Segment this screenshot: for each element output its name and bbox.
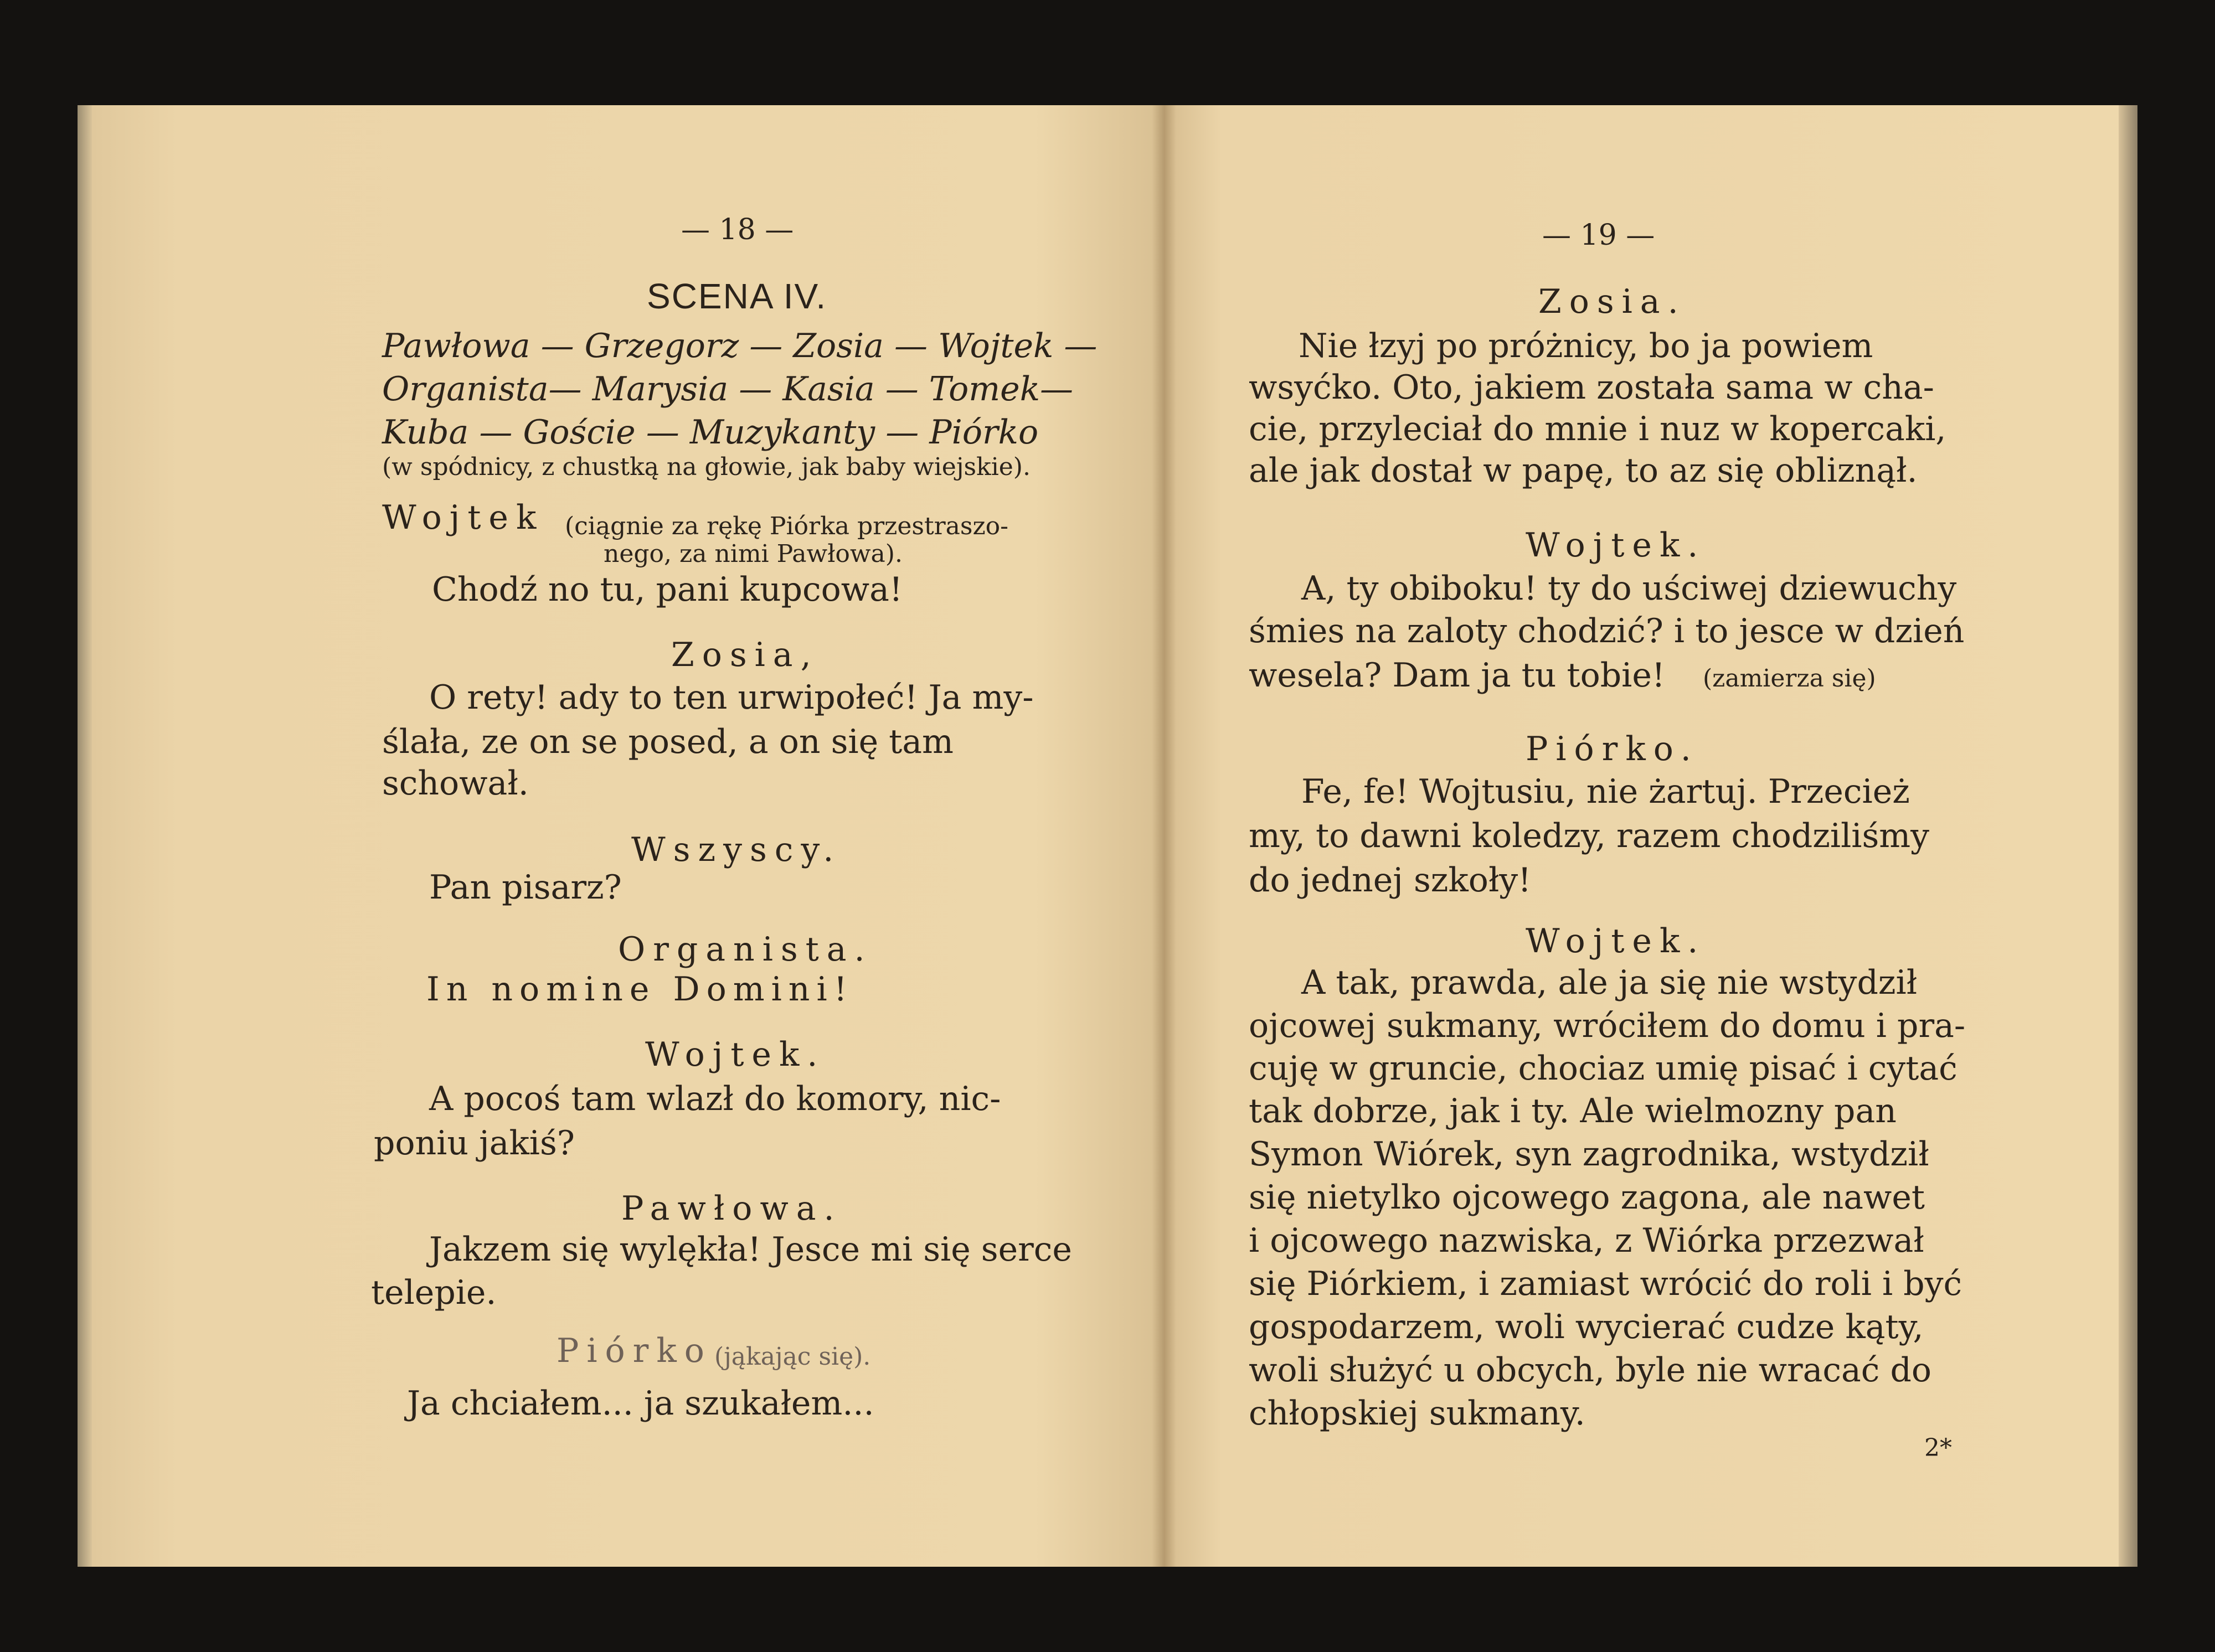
dialogue-line: się nietylko ojcowego zagona, ale nawet [1249, 1178, 1925, 1217]
stage-direction: (jąkając się). [714, 1343, 871, 1371]
speaker-wojtek: Wojtek. [1526, 526, 1706, 565]
printer-signature-mark: 2* [1924, 1434, 1952, 1462]
page-edges-left [78, 105, 92, 1567]
dialogue-line: A, ty obiboku! ty do uściwej dziewuchy [1301, 569, 1957, 608]
cast-line-3: Kuba — Goście — Muzykanty — Piórko [382, 413, 1039, 452]
cast-note: (w spódnicy, z chustką na głowie, jak baby wiejskie). [382, 453, 1031, 481]
page-edges-right [2119, 105, 2137, 1567]
dialogue-line: In nomine Domini! [426, 970, 854, 1009]
cast-line-2: Organista— Marysia — Kasia — Tomek— [382, 370, 1074, 409]
dialogue-line: Nie łzyj po próżnicy, bo ja powiem [1299, 327, 1873, 365]
left-page-number: — 18 — [681, 213, 794, 246]
dialogue-line: Fe, fe! Wojtusiu, nie żartuj. Przecież [1301, 772, 1910, 811]
dialogue-line: ślała, ze on se posed, a on się tam [382, 722, 954, 761]
speaker-wojtek: Wojtek [382, 498, 544, 537]
speaker-piorko: Piórko. [1526, 730, 1699, 768]
dialogue-line: tak dobrze, jak i ty. Ale wielmozny pan [1249, 1092, 1897, 1130]
dialogue-line: Chodź no tu, pani kupcowa! [432, 570, 903, 609]
dialogue-line: do jednej szkoły! [1249, 861, 1532, 900]
dialogue-line: wsyćko. Oto, jakiem została sama w cha- [1249, 368, 1934, 407]
dialogue-line: Symon Wiórek, syn zagrodnika, wstydził [1249, 1135, 1929, 1174]
dialogue-line: gospodarzem, woli wycierać cudze kąty, [1249, 1308, 1924, 1346]
dialogue-line: woli służyć u obcych, byle nie wracać do [1249, 1351, 1932, 1390]
dialogue-line: telepie. [371, 1273, 497, 1312]
dialogue-line: ojcowej sukmany, wróciłem do domu i pra- [1249, 1006, 1966, 1045]
dialogue-line: wesela? Dam ja tu tobie! [1249, 656, 1665, 695]
dialogue-line: Ja chciałem... ja szukałem... [407, 1384, 874, 1423]
dialogue-line: cuję w gruncie, chociaz umię pisać i cytać [1249, 1049, 1958, 1088]
dialogue-line: śmies na zaloty chodzić? i to jesce w dzień [1249, 612, 1965, 651]
speaker-pawlowa: Pawłowa. [621, 1189, 842, 1228]
dialogue-line: cie, przyleciał do mnie i nuz w kopercaki, [1249, 410, 1946, 448]
speaker-wojtek: Wojtek. [645, 1035, 826, 1074]
dialogue-line: schował. [382, 764, 529, 803]
speaker-zosia: Zosia, [671, 636, 819, 674]
scene-heading: SCENA IV. [647, 276, 827, 316]
stage-direction: nego, za nimi Pawłowa). [604, 540, 903, 568]
dialogue-line: O rety! ady to ten urwipołeć! Ja my- [429, 678, 1034, 717]
dialogue-line: ale jak dostał w papę, to az się obliznął. [1249, 451, 1918, 490]
stage-direction: (zamierza się) [1703, 664, 1876, 693]
dialogue-line: Jakzem się wylękła! Jesce mi się serce [429, 1230, 1072, 1269]
cast-line-1: Pawłowa — Grzegorz — Zosia — Wojtek — [382, 327, 1098, 365]
stage-direction: (ciągnie za rękę Piórka przestraszo- [565, 512, 1009, 540]
speaker-wojtek: Wojtek. [1526, 922, 1706, 961]
dialogue-line: Pan pisarz? [429, 868, 622, 907]
dialogue-line: i ojcowego nazwiska, z Wiórka przezwał [1249, 1221, 1924, 1260]
speaker-piorko: Piórko [557, 1331, 712, 1370]
dialogue-line: my, to dawni koledzy, razem chodziliśmy [1249, 817, 1930, 855]
book-gutter [1152, 105, 1176, 1567]
dialogue-line: chłopskiej sukmany. [1249, 1394, 1585, 1433]
dialogue-line: się Piórkiem, i zamiast wrócić do roli i być [1249, 1264, 1962, 1303]
dialogue-line: A pocoś tam wlazł do komory, nic- [429, 1080, 1001, 1118]
speaker-wszyscy: Wszyscy. [631, 830, 842, 869]
speaker-zosia: Zosia. [1538, 282, 1686, 321]
dialogue-line: poniu jakiś? [374, 1124, 575, 1163]
right-page-number: — 19 — [1542, 219, 1655, 252]
speaker-organista: Organista. [618, 930, 873, 969]
dialogue-line: A tak, prawda, ale ja się nie wstydził [1301, 963, 1918, 1002]
